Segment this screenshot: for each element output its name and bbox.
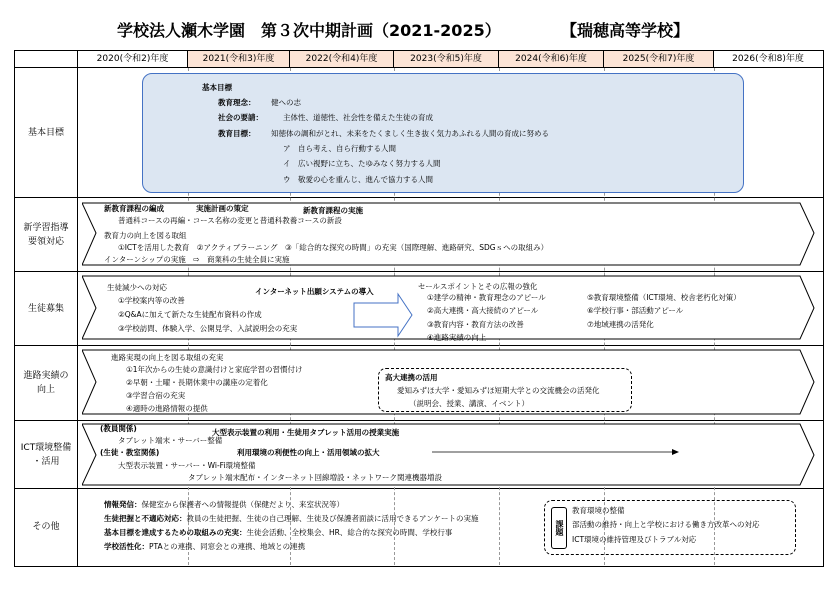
boshu-l3: ③学校訪問、体験入学、公開見学、入試説明会の充実 [118, 324, 298, 333]
sonota-l2-label: 生徒把握と不適応対応： [104, 514, 187, 523]
ict-b1: (生徒・教室関係) [100, 448, 160, 457]
goal-i: イ 広い視野に立ち、たゆみなく努力する人間 [283, 159, 441, 168]
sonota-line3 [104, 528, 452, 538]
shakai-label: 社会の要請： [218, 113, 263, 122]
basic-goal-heading: 基本目標 [202, 83, 232, 92]
kadai-label: 課題 [551, 507, 567, 549]
row-label-line: ICT環境整備 [20, 443, 72, 453]
boshu-h2: セールスポイントとその広報の強化 [418, 282, 538, 291]
shingaku-h1: 新教育課程の編成 [104, 204, 164, 213]
kadai-2: 部活動の維持・向上と学校における働き方改革への対応 [572, 520, 760, 529]
boshu-r7: ⑦地域連携の活発化 [587, 320, 654, 329]
sonota-l1-label: 情報発信： [104, 500, 142, 509]
shinro-h1: 進路実現の向上を図る取組の充実 [111, 353, 224, 362]
kadai-3: ICT環境の維持管理及びトラブル対応 [572, 535, 697, 544]
year-2020: 2020(令和2)年度 [78, 51, 188, 67]
sonota-line4 [104, 542, 305, 552]
row-label-boshu: 生徒募集 [27, 304, 64, 314]
shingaku-h2: 実施計画の策定 [196, 204, 249, 213]
year-2021: 2021(令和3)年度 [188, 51, 290, 67]
ict-top: 大型表示装置の利用・生徒用タブレット活用の授業実施 [212, 428, 400, 437]
ict-mid: 利用環境の利便性の向上・活用領域の拡大 [237, 448, 380, 457]
year-2023: 2023(令和5)年度 [394, 51, 499, 67]
mokuhyo-label: 教育目標： [218, 129, 256, 138]
ict-b2: 大型表示装置・サーバー・Wi-Fi環境整備 [118, 461, 256, 470]
koudai-heading: 高大連携の活用 [385, 373, 438, 382]
boshu-r1: ①建学の精神・教育理念のアピール [427, 293, 546, 302]
grid-line [77, 51, 78, 566]
year-2022: 2022(令和4)年度 [290, 51, 394, 67]
ict-b3: タブレット端末配布・インターネット回線増設・ネットワーク関連機器増設 [188, 473, 442, 482]
row-label-line: 向上 [36, 385, 55, 395]
shinro-l3: ③学習合宿の充実 [126, 391, 186, 400]
ict-a2: タブレット端末・サーバー整備 [118, 436, 223, 445]
shinro-l1: ①1年次からの生徒の意識付けと家庭学習の習慣付け [126, 365, 303, 374]
rinen-text: 健への志 [271, 98, 301, 107]
shingaku-l2: 教育力の向上を図る取組 [104, 231, 187, 240]
ict-a1: (教員関係) [100, 424, 137, 433]
row-label-shingaku [15, 221, 77, 249]
koudai-l1: 愛知みずほ大学・愛知みずほ短期大学との交流機会の活発化 [397, 386, 600, 395]
boshu-mid: インターネット出願システムの導入 [255, 287, 374, 296]
koudai-l2: （説明会、授業、講演、イベント） [409, 399, 529, 408]
boshu-r4: ④進路実績の向上 [427, 333, 487, 342]
boshu-r6: ⑥学校行事・部活動アピール [587, 306, 684, 315]
year-2026: 2026(令和8)年度 [732, 54, 804, 64]
row-label-ict [15, 441, 77, 469]
sonota-l4-text: PTAとの連携、同窓会との連携、地域との連携 [149, 542, 306, 551]
sonota-l3-label: 基本目標を達成するための取組みの充実： [104, 528, 247, 537]
grid-line [14, 67, 823, 68]
shingaku-l1: 普通科コースの再編・コース名称の変更と普通科教養コースの新設 [118, 216, 342, 225]
goal-u: ウ 敬愛の心を重んじ、進んで協力する人間 [283, 175, 433, 184]
row-label-kihon: 基本目標 [27, 128, 64, 138]
row-label-line: 新学習指導 [23, 223, 69, 233]
boshu-l1: ①学校案内等の改善 [118, 296, 185, 305]
boshu-h1: 生徒減少への対応 [107, 283, 167, 292]
shakai-text: 主体性、道徳性、社会性を備えた生徒の育成 [283, 113, 433, 122]
sonota-l1-text: 保健室から保護者への情報提供（保健だより、来室状況等） [141, 500, 344, 509]
row-label-line: 要領対応 [27, 237, 64, 247]
sonota-l2-text: 教員の生徒把握、生徒の自己理解、生徒及び保護者面談に活用できるアンケートの実施 [186, 514, 479, 523]
school-name: 【瑞穂高等学校】 [561, 21, 690, 40]
grid-line [14, 197, 823, 198]
goal-a: ア 自ら考え、自ら行動する人間 [283, 144, 396, 153]
boshu-r3: ③教育内容・教育方法の改善 [427, 320, 524, 329]
row-label-sonota: その他 [32, 522, 60, 532]
sonota-line2 [104, 514, 479, 524]
mokuhyo-text: 知徳体の調和がとれ、未来をたくましく生き抜く気力あふれる人間の育成に努める [271, 129, 549, 138]
kadai-1: 教育環境の整備 [572, 506, 625, 515]
shingaku-l4: インターンシップの実施 ⇨ 商業科の生徒全員に実施 [104, 255, 290, 264]
row-label-line: 進路実績の [23, 371, 69, 381]
year-2025: 2025(令和7)年度 [604, 51, 714, 67]
shinro-l4: ④適時の進路情報の提供 [126, 404, 208, 413]
boshu-r5: ⑤教育環境整備（ICT環境、校舎老朽化対策） [587, 293, 741, 302]
boshu-r2: ②高大連携・高大接続のアピール [427, 306, 539, 315]
row-label-shinro [15, 369, 77, 397]
year-2024: 2024(令和6)年度 [499, 51, 604, 67]
shingaku-h3: 新教育課程の実施 [303, 206, 363, 215]
shinro-l2: ②早朝・土曜・長期休業中の講座の定着化 [126, 378, 268, 387]
sonota-l3-text: 生徒会活動、全校集会、HR、総合的な探究の時間、学校行事 [246, 528, 453, 537]
plan-title: 学校法人瀬木学園 第３次中期計画（2021-2025） [117, 21, 501, 40]
sonota-line1 [104, 500, 344, 510]
shingaku-l3: ①ICTを活用した教育 ②アクティブラーニング ③「総合的な探究の時間」の充実（国際理解、進路研究、SDGｓへの取組み） [118, 243, 549, 252]
rinen-label: 教育理念： [218, 98, 256, 107]
sonota-l4-label: 学校活性化： [104, 542, 149, 551]
boshu-l2: ②Q&Aに加えて新たな生徒配布資料の作成 [118, 310, 262, 319]
row-label-line: ・活用 [32, 457, 60, 467]
